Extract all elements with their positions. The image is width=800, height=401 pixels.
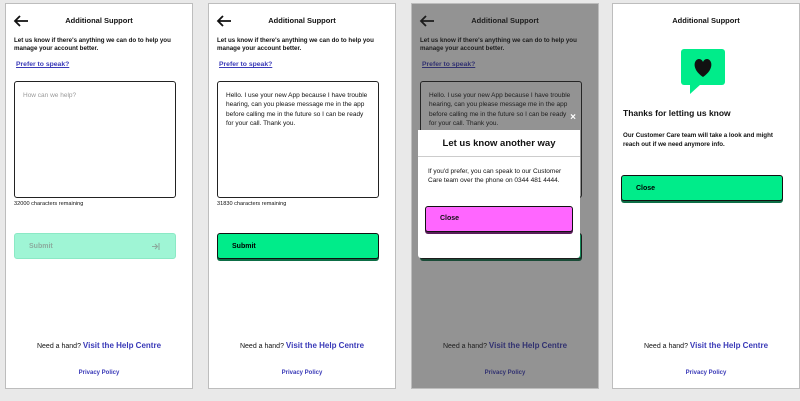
login-arrow-icon bbox=[151, 242, 161, 251]
help-centre-row bbox=[613, 341, 799, 350]
speech-bubble-heart-icon bbox=[681, 49, 725, 95]
submit-button[interactable] bbox=[14, 233, 176, 259]
submit-label: Submit bbox=[232, 242, 256, 250]
modal-close-button[interactable] bbox=[425, 206, 573, 232]
help-centre-link[interactable]: Visit the Help Centre bbox=[689, 341, 769, 350]
page-title: Additional Support bbox=[672, 16, 740, 25]
confirmation-body: Our Customer Care team will take a look and might reach out if we need anymore info. bbox=[623, 132, 773, 148]
privacy-policy-link[interactable]: Privacy Policy bbox=[281, 370, 323, 376]
submit-button[interactable] bbox=[217, 233, 379, 259]
screen-filled-form bbox=[208, 3, 396, 389]
privacy-policy-link[interactable]: Privacy Policy bbox=[78, 370, 120, 376]
submit-label: Submit bbox=[29, 242, 53, 250]
privacy-policy-link[interactable]: Privacy Policy bbox=[685, 370, 727, 376]
header bbox=[209, 13, 395, 33]
close-icon[interactable]: × bbox=[570, 112, 576, 123]
speak-modal bbox=[418, 112, 580, 258]
prefer-to-speak-link[interactable]: Prefer to speak? bbox=[219, 61, 273, 68]
confirmation-heading: Thanks for letting us know bbox=[623, 108, 731, 118]
screen-confirmation bbox=[612, 3, 800, 389]
intro-text: Let us know if there's anything we can do to help you manage your account better. bbox=[217, 37, 374, 53]
modal-close-label: Close bbox=[440, 215, 460, 223]
intro-text: Let us know if there's anything we can do to help you manage your account better. bbox=[14, 37, 171, 53]
screen-empty-form bbox=[5, 3, 193, 389]
characters-remaining: 31830 characters remaining bbox=[217, 201, 287, 207]
header bbox=[613, 13, 799, 33]
close-label: Close bbox=[636, 184, 656, 192]
help-centre-link[interactable]: Visit the Help Centre bbox=[82, 341, 162, 350]
characters-remaining: 32000 characters remaining bbox=[14, 201, 84, 207]
message-textarea[interactable]: How can we help? bbox=[14, 81, 176, 198]
message-textarea[interactable]: Hello. I use your new App because I have trouble hearing, can you please message me in the app before calling me in the future so I can be ready for your call. Thank you. bbox=[217, 81, 379, 198]
page-title: Additional Support bbox=[268, 16, 336, 25]
modal-body-text: If you'd prefer, you can speak to our Customer Care team over the phone on 0344 481 4444. bbox=[428, 168, 562, 185]
help-centre-row bbox=[6, 341, 192, 350]
help-prefix: Need a hand? bbox=[239, 343, 284, 350]
help-prefix: Need a hand? bbox=[36, 343, 81, 350]
close-button[interactable] bbox=[621, 175, 783, 201]
page-title: Additional Support bbox=[65, 16, 133, 25]
screen-speak-modal bbox=[411, 3, 599, 389]
help-prefix: Need a hand? bbox=[643, 343, 688, 350]
modal-title: Let us know another way bbox=[418, 130, 580, 157]
header bbox=[6, 13, 192, 33]
help-centre-row bbox=[209, 341, 395, 350]
help-centre-link[interactable]: Visit the Help Centre bbox=[285, 341, 365, 350]
prefer-to-speak-link[interactable]: Prefer to speak? bbox=[16, 61, 70, 68]
